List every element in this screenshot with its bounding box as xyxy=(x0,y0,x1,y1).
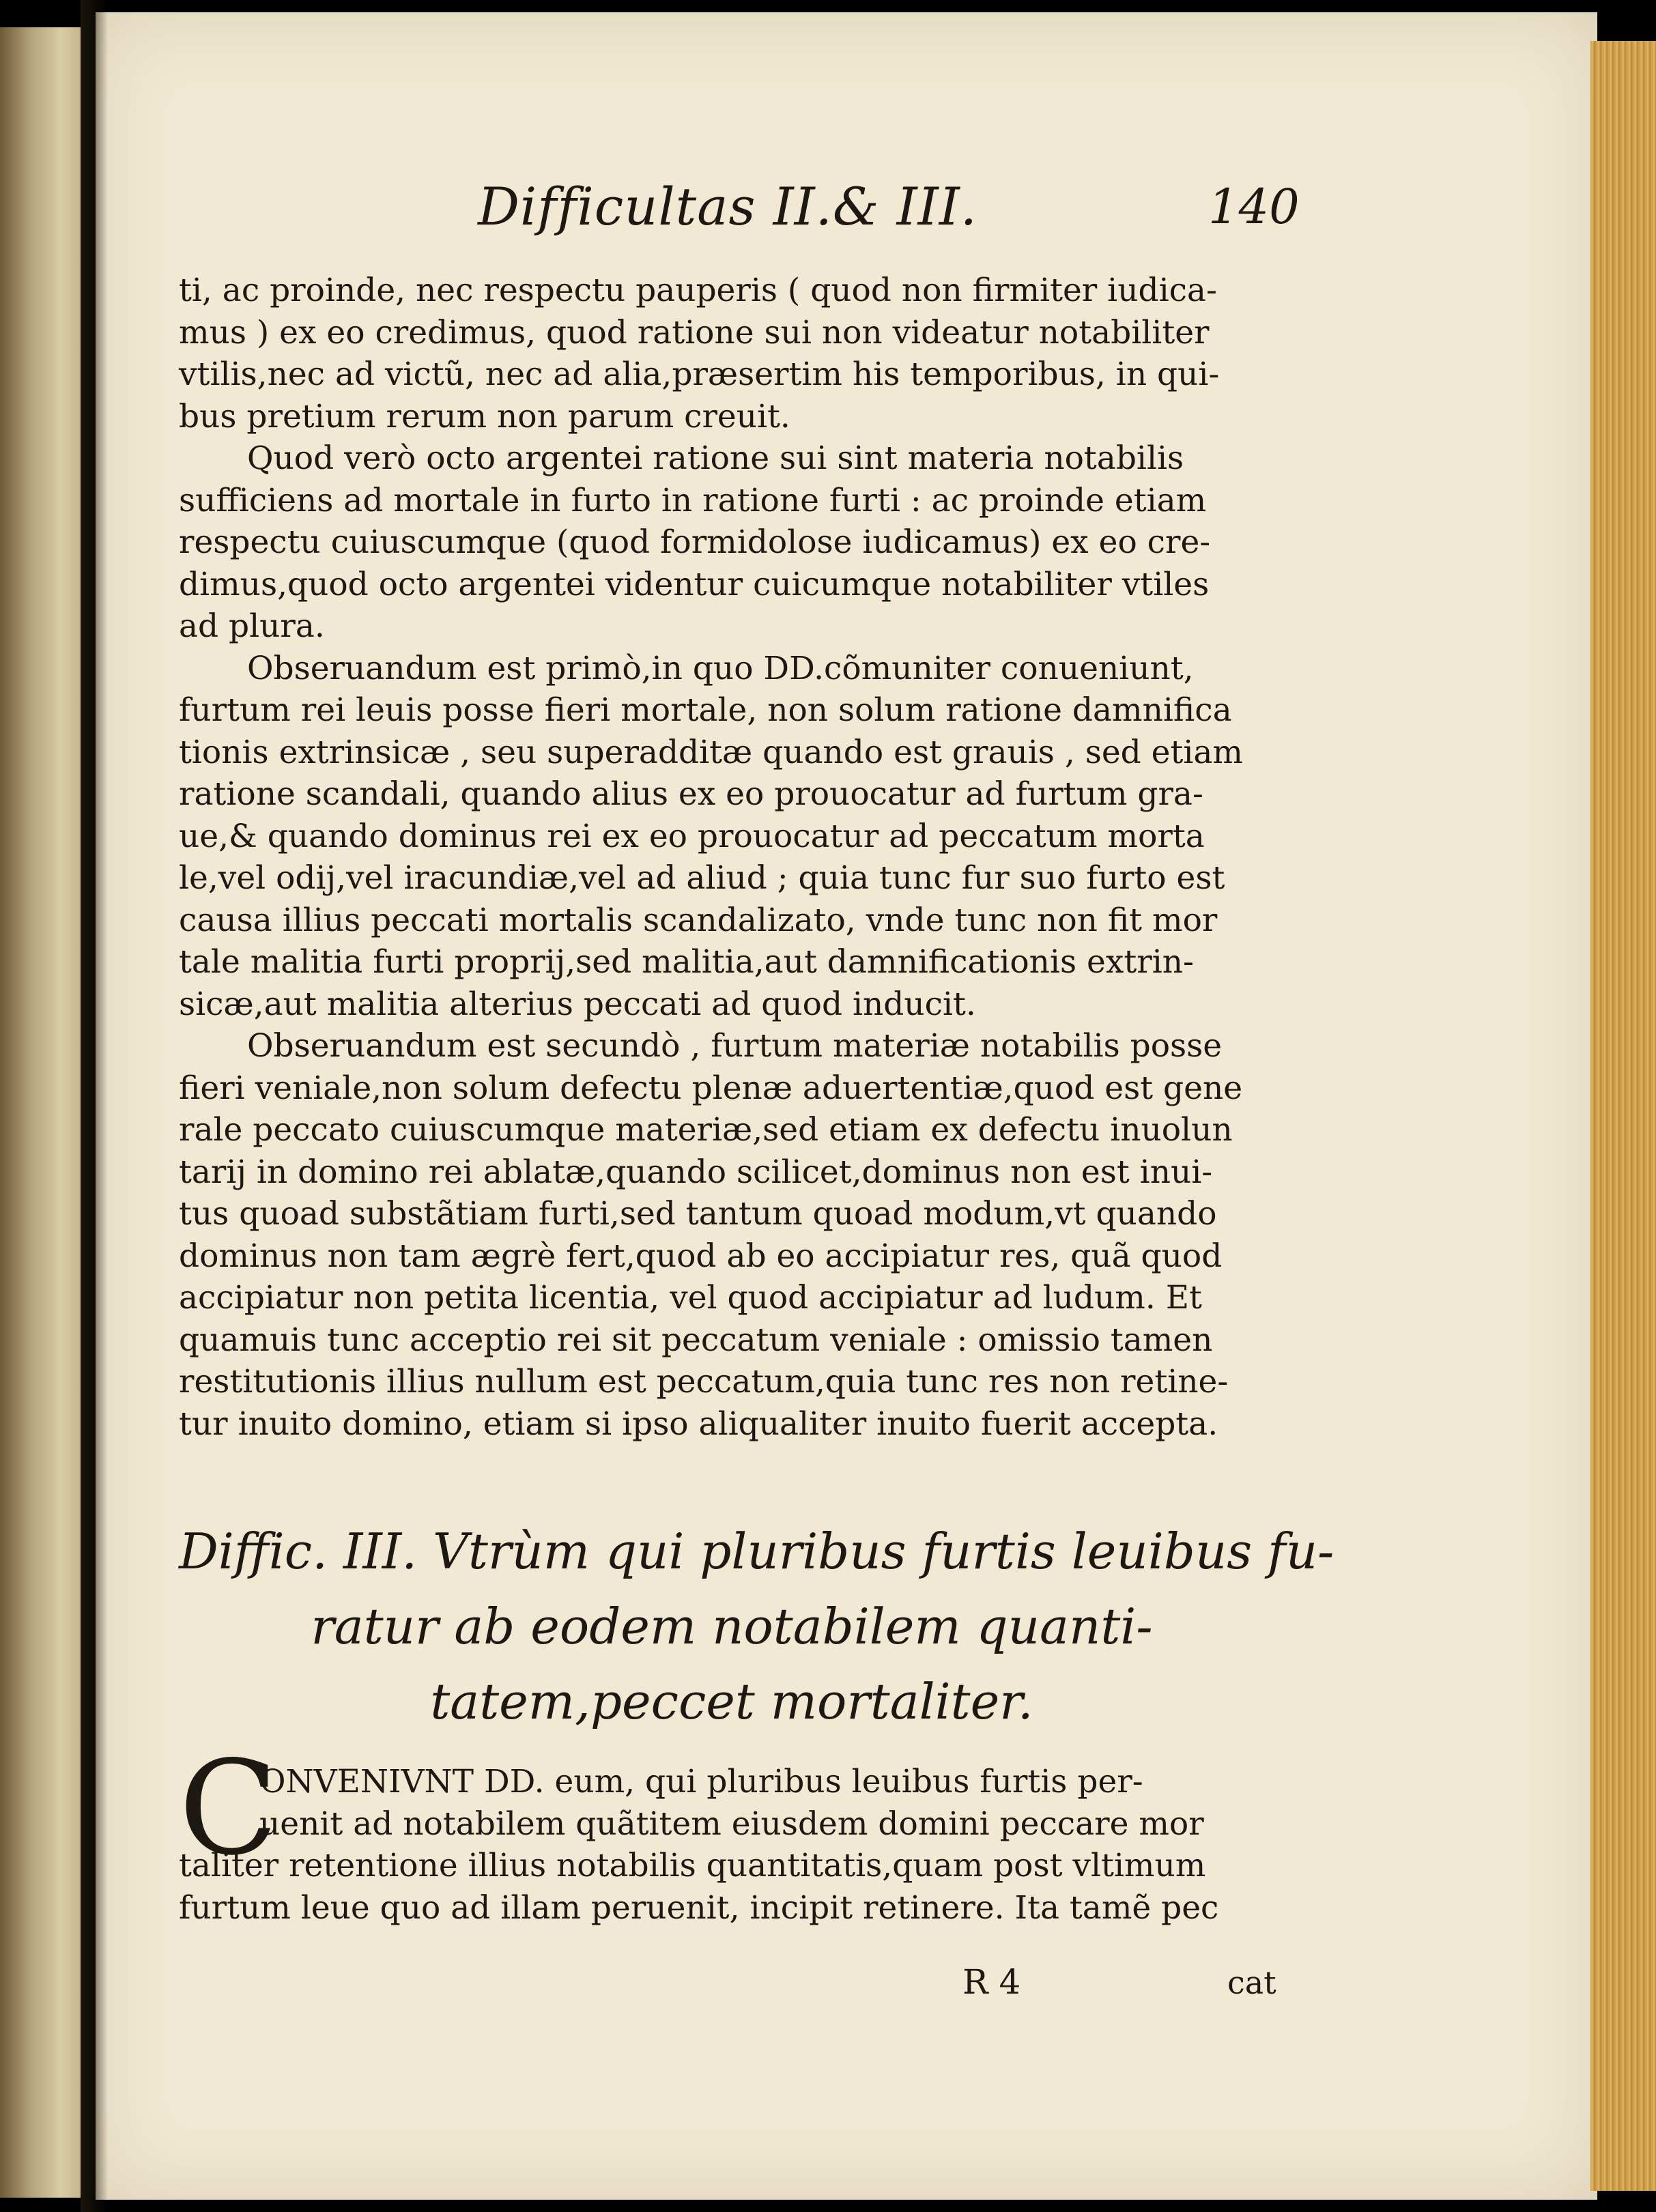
section-heading xyxy=(179,1514,1334,1739)
drop-cap: C xyxy=(179,1733,279,1884)
text-line: bus pretium rerum non parum creuit. xyxy=(179,397,790,435)
text-line: tus quoad substãtiam furti,sed tantum quoad modum,vt quando xyxy=(179,1195,1217,1233)
page-number: 140 xyxy=(1208,179,1300,235)
text-line: tur inuito domino, etiam si ipso aliqualiter inuito fuerit accepta. xyxy=(179,1405,1218,1443)
text-line: tionis extrinsicæ , seu superadditæ quando est grauis , sed etiam xyxy=(179,733,1243,771)
text-line: dominus non tam ægrè fert,quod ab eo accipiatur res, quã quod xyxy=(179,1237,1223,1275)
text-line: dimus,quod octo argentei videntur cuicumque notabiliter vtiles xyxy=(179,565,1210,603)
text-line: mus ) ex eo credimus, quod ratione sui non videatur notabiliter xyxy=(179,313,1210,351)
gutter-shadow xyxy=(81,0,108,2212)
signature-mark: R 4 xyxy=(962,1962,1021,2002)
heading-line: tatem,peccet mortaliter. xyxy=(430,1673,1033,1730)
text-line: le,vel odij,vel iracundiæ,vel ad aliud ; quia tunc fur suo furto est xyxy=(179,859,1225,897)
text-line: Obseruandum est primò,in quo DD.cõmuniter conueniunt, xyxy=(247,649,1194,687)
text-line: ad plura. xyxy=(179,607,325,645)
text-line: ti, ac proinde, nec respectu pauperis ( quod non firmiter iudica- xyxy=(179,272,1217,309)
text-line: ratione scandali, quando alius ex eo prouocatur ad furtum gra- xyxy=(179,775,1203,813)
text-line: Quod verò octo argentei ratione sui sint materia notabilis xyxy=(247,440,1184,477)
section-body xyxy=(179,1761,1285,1929)
text-line: vtilis,nec ad victũ, nec ad alia,præsertim his temporibus, in qui- xyxy=(179,356,1220,393)
text-line: accipiatur non petita licentia, vel quod accipiatur ad ludum. Et xyxy=(179,1279,1202,1317)
facing-page-edge xyxy=(0,27,81,2198)
text-line: causa illius peccati mortalis scandalizato, vnde tunc non fit mor xyxy=(179,901,1218,939)
text-line: sufficiens ad mortale in furto in ratione furti : ac proinde etiam xyxy=(179,481,1207,519)
text-line: tale malitia furti proprij,sed malitia,aut damnificationis extrin- xyxy=(179,943,1194,981)
text-line: furtum rei leuis posse fieri mortale, non solum ratione damnifica xyxy=(179,691,1232,729)
running-head: Difficultas II.& III. xyxy=(478,176,977,237)
text-line: restitutionis illius nullum est peccatum,quia tunc res non retine- xyxy=(179,1363,1229,1401)
heading-line: Diffic. III. Vtrùm qui pluribus furtis leuibus fu- xyxy=(179,1523,1334,1580)
text-line: respectu cuiuscumque (quod formidolose iudicamus) ex eo cre- xyxy=(179,523,1211,561)
text-line: tarij in domino rei ablatæ,quando scilicet,dominus non est inui- xyxy=(179,1153,1213,1191)
text-line: ONVENIVNT DD. eum, qui pluribus leuibus furtis per- xyxy=(259,1763,1143,1800)
text-line: uenit ad notabilem quãtitem eiusdem domini peccare mor xyxy=(259,1805,1204,1843)
text-line: Obseruandum est secundò , furtum materiæ notabilis posse xyxy=(247,1027,1223,1065)
catchword: cat xyxy=(1227,1964,1276,2001)
text-line: quamuis tunc acceptio rei sit peccatum veniale : omissio tamen xyxy=(179,1321,1213,1359)
text-line: furtum leue quo ad illam peruenit, incipit retinere. Ita tamẽ pec xyxy=(179,1888,1219,1927)
text-line: taliter retentione illius notabilis quantitatis,quam post vltimum xyxy=(179,1847,1206,1884)
text-line: sicæ,aut malitia alterius peccati ad quod inducit. xyxy=(179,985,976,1023)
text-line: ue,& quando dominus rei ex eo prouocatur ad peccatum morta xyxy=(179,817,1205,855)
text-line: fieri veniale,non solum defectu plenæ aduertentiæ,quod est gene xyxy=(179,1069,1243,1107)
page-block-edge xyxy=(1590,41,1656,2191)
text-line: rale peccato cuiuscumque materiæ,sed etiam ex defectu inuolun xyxy=(179,1111,1233,1149)
heading-line: ratur ab eodem notabilem quanti- xyxy=(311,1598,1153,1655)
body-text xyxy=(179,270,1285,1445)
